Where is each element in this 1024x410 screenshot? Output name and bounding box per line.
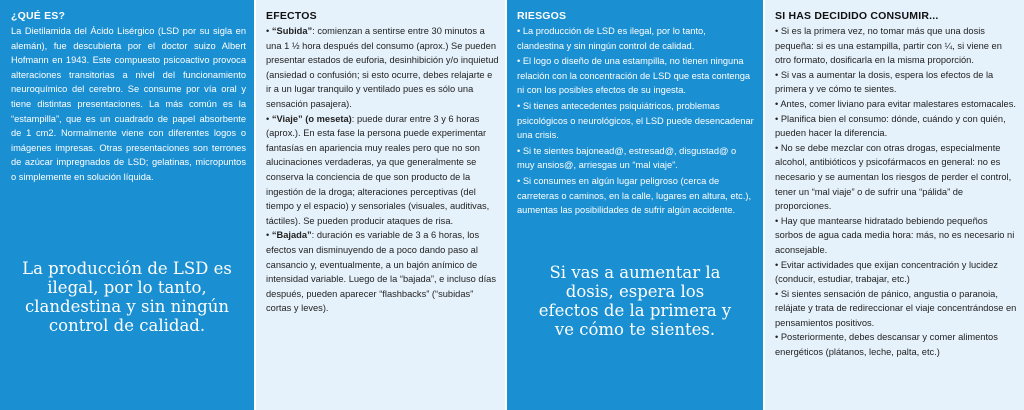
advice-item: • Posteriormente, debes descansar y comer alimentos energéticos (plátanos, leche, palta, etc.)	[775, 332, 998, 358]
heading-effects: EFECTOS	[266, 10, 317, 22]
panel-risks	[505, 0, 763, 410]
risks-list	[517, 24, 755, 218]
effect-item: • “Subida”: comienzan a sentirse entre 30 minutos a una 1 ½ hora después del consumo (aprox.) Se pueden presentar estados de euforia, desinhibición y/o inquietud (ansiedad o confusión; si esto ocurre, debes relajarte e ir a un lugar tranquilo y ventilado pues es sólo una sensación pasajera).	[266, 26, 499, 109]
advice-item: • Hay que mantearse hidratado bebiendo pequeños sorbos de agua cada media hora: más, no es necesario ni aconsejable.	[775, 215, 1015, 255]
what-is-body: La Dietilamida del Ácido Lisérgico (LSD por su sigla en alemán), fue descubierta por el doctor suizo Albert Hofmann en 1943. Este compuesto psicoactivo provoca alteraciones transitorias a nivel del funcionamiento neuroquímico del cerebro. Se consume por vía oral y tiene distintas presentaciones. La más común es la “estampilla”, que es un cuadrado de papel absorbente de 1 cm2. Normalmente viene con diferentes logos o imágenes impresas. Otras presentaciones son terrones de azúcar impregnados de LSD; gelatinas, micropuntos o simplemente en solución líquida.	[11, 26, 246, 182]
risk-item: • Si te sientes bajonead@, estresad@, disgustad@ o muy ansios@, arriesgas un “mal viaje”.	[517, 145, 737, 171]
advice-item: • Si sientes sensación de pánico, angustia o paranoia, relájate y trata de redireccionar el viaje concentrándose en pensamientos positivos.	[775, 288, 1017, 328]
panel-effects	[254, 0, 505, 410]
advice-list	[775, 24, 1018, 360]
effect-item: • “Viaje” (o meseta): puede durar entre 3 y 6 horas (aprox.). En esta fase la persona puede experimentar fantasías en apariencia muy reales pero que no son alucinaciones verdaderas, ya que generalmente se conserva la conciencia de que son producto de la ingestión de la droga; alteraciones perceptivas (del tiempo y el espacio) y sensoriales (visuales, auditivas, táctiles). Se pueden producir ataques de risa.	[266, 113, 490, 226]
effects-list	[266, 24, 499, 316]
risk-item: • La producción de LSD es ilegal, por lo tanto, clandestina y sin ningún control de calidad.	[517, 26, 706, 51]
advice-item: • Evitar actividades que exijan concentración y lucidez (conducir, estudiar, trabajar, etc.)	[775, 259, 998, 285]
heading-risks: RIESGOS	[517, 10, 567, 22]
panel-if-you-use	[763, 0, 1024, 410]
heading-if-you-use: SI HAS DECIDIDO CONSUMIR...	[775, 10, 939, 22]
risk-item: • El logo o diseño de una estampilla, no tienen ninguna relación con la concentración de LSD que esta contenga ni con los posibles efectos de su ingesta.	[517, 56, 751, 96]
advice-item: • Si es la primera vez, no tomar más que una dosis pequeña: si es una estampilla, partir con ¼, si viene en otro formato, dosificarla en la misma proporción.	[775, 26, 1002, 66]
pull-quote-illegal: La producción de LSD es ilegal, por lo tanto, clandestina y sin ningún control de calidad.	[22, 259, 232, 335]
pull-quote-dose: Si vas a aumentar la dosis, espera los efectos de la primera y ve cómo te sientes.	[538, 263, 732, 339]
advice-item: • Antes, comer liviano para evitar malestares estomacales.	[775, 98, 1016, 109]
panel-what-is	[0, 0, 254, 410]
risk-item: • Si consumes en algún lugar peligroso (cerca de carreteras o caminos, en la calle, lugares en altura, etc.), aumentas las posibilidades de sufrir algún accidente.	[517, 175, 752, 216]
advice-item: • No se debe mezclar con otras drogas, especialmente alcohol, antibióticos y psicofármacos en general: no es necesario y se aumentan los riesgos de perder el control, tener un “mal viaje” o de sufrir una “pálida” de proporciones.	[775, 142, 1012, 212]
risk-item: • Si tienes antecedentes psiquiátricos, problemas psicológicos o neurológicos, el LSD puede desencadenar una crisis.	[517, 100, 754, 141]
advice-item: • Si vas a aumentar la dosis, espera los efectos de la primera y ve cómo te sientes.	[775, 69, 994, 95]
effect-item: • “Bajada”: duración es variable de 3 a 6 horas, los efectos van disminuyendo de a poco dando paso al cansancio y, eventualmente, a un bajón anímico de intensidad variable. Luego de la “bajada”, e incluso días después, pueden aparecer “flashbacks” (“subidas” cortas y leves).	[266, 230, 496, 314]
advice-item: • Planifica bien el consumo: dónde, cuándo y con quién, pueden hacer la diferencia.	[775, 113, 1006, 139]
heading-what-is: ¿QUÉ ES?	[11, 10, 66, 22]
